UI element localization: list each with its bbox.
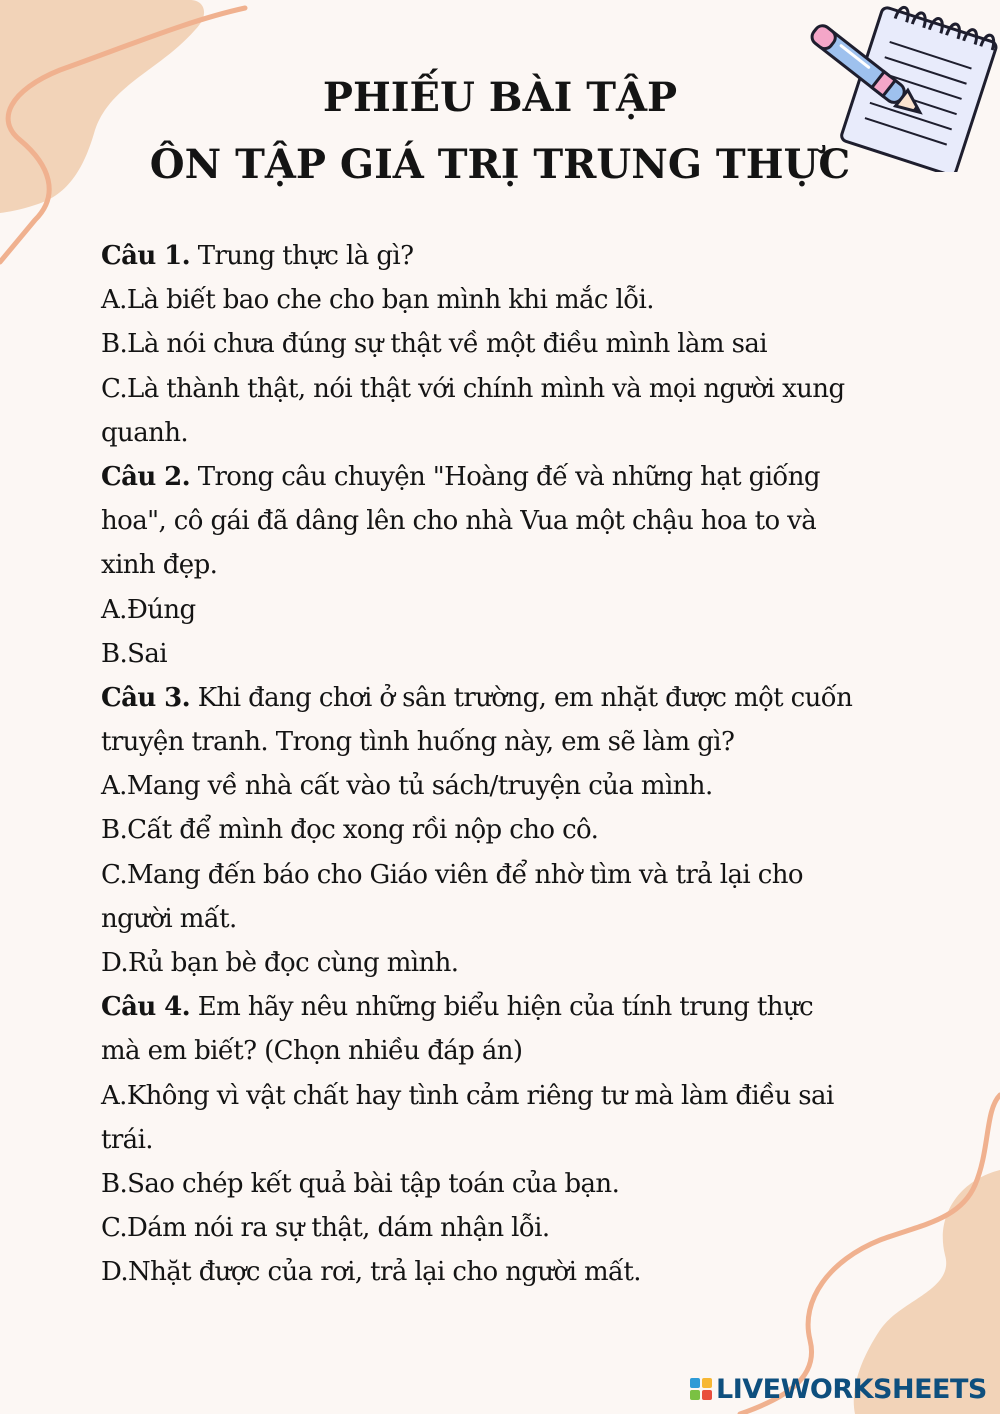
page-title-line-2: ÔN TẬP GIÁ TRỊ TRUNG THỰC — [149, 141, 851, 188]
question-3-text-cont: truyện tranh. Trong tình huống này, em sẽ làm gì? — [101, 727, 735, 758]
question-4-prompt — [101, 985, 901, 1029]
question-3-prompt — [101, 676, 901, 720]
question-2-prompt — [101, 455, 901, 499]
question-1-option-c[interactable]: C.Là thành thật, nói thật với chính mình và mọi người xung — [101, 373, 845, 404]
question-4-text-cont: mà em biết? (Chọn nhiều đáp án) — [101, 1036, 523, 1067]
question-1-text: Trung thực là gì? — [197, 241, 414, 271]
question-3-option-d[interactable]: D.Rủ bạn bè đọc cùng mình. — [101, 948, 459, 978]
question-2-option-a[interactable]: A.Đúng — [101, 594, 196, 625]
question-list — [101, 234, 901, 1295]
question-3-option-a[interactable]: A.Mang về nhà cất vào tủ sách/truyện của mình. — [101, 771, 713, 802]
question-4-option-c[interactable]: C.Dám nói ra sự thật, dám nhận lỗi. — [101, 1213, 550, 1244]
question-2-option-b[interactable]: B.Sai — [101, 638, 167, 669]
question-3-label: Câu 3. — [101, 682, 191, 713]
question-3-text: Khi đang chơi ở sân trường, em nhặt được một cuốn — [197, 682, 853, 713]
question-3-option-c-cont[interactable]: người mất. — [101, 903, 237, 934]
question-1-prompt — [101, 234, 901, 278]
question-1-option-a[interactable]: A.Là biết bao che cho bạn mình khi mắc lỗi. — [101, 285, 654, 316]
question-4-label: Câu 4. — [101, 992, 191, 1023]
question-2-label: Câu 2. — [101, 461, 191, 492]
question-4-option-a-cont[interactable]: trái. — [101, 1124, 153, 1155]
question-1-option-c-cont[interactable]: quanh. — [101, 417, 189, 448]
question-1-option-b[interactable]: B.Là nói chưa đúng sự thật về một điều mình làm sai — [101, 329, 767, 360]
liveworksheets-brand[interactable] — [690, 1373, 987, 1405]
page-title-line-1: PHIẾU BÀI TẬP — [322, 74, 678, 121]
liveworksheets-text: LIVEWORKSHEETS — [716, 1373, 987, 1405]
question-2-text-cont: xinh đẹp. — [101, 550, 218, 581]
question-3-option-b[interactable]: B.Cất để mình đọc xong rồi nộp cho cô. — [101, 815, 599, 846]
question-4-option-d[interactable]: D.Nhặt được của rơi, trả lại cho người mất. — [101, 1257, 641, 1288]
question-2-text: Trong câu chuyện "Hoàng đế và những hạt giống — [197, 461, 820, 492]
question-4-text: Em hãy nêu những biểu hiện của tính trung thực — [197, 992, 814, 1023]
question-4-option-b[interactable]: B.Sao chép kết quả bài tập toán của bạn. — [101, 1168, 620, 1199]
question-1-label: Câu 1. — [101, 241, 191, 271]
question-2-text-cont: hoa", cô gái đã dâng lên cho nhà Vua một chậu hoa to và — [101, 506, 817, 537]
question-4-option-a[interactable]: A.Không vì vật chất hay tình cảm riêng tư mà làm điều sai — [101, 1080, 834, 1111]
question-3-option-c[interactable]: C.Mang đến báo cho Giáo viên để nhờ tìm và trả lại cho — [101, 859, 803, 890]
liveworksheets-logo-icon — [690, 1378, 712, 1400]
